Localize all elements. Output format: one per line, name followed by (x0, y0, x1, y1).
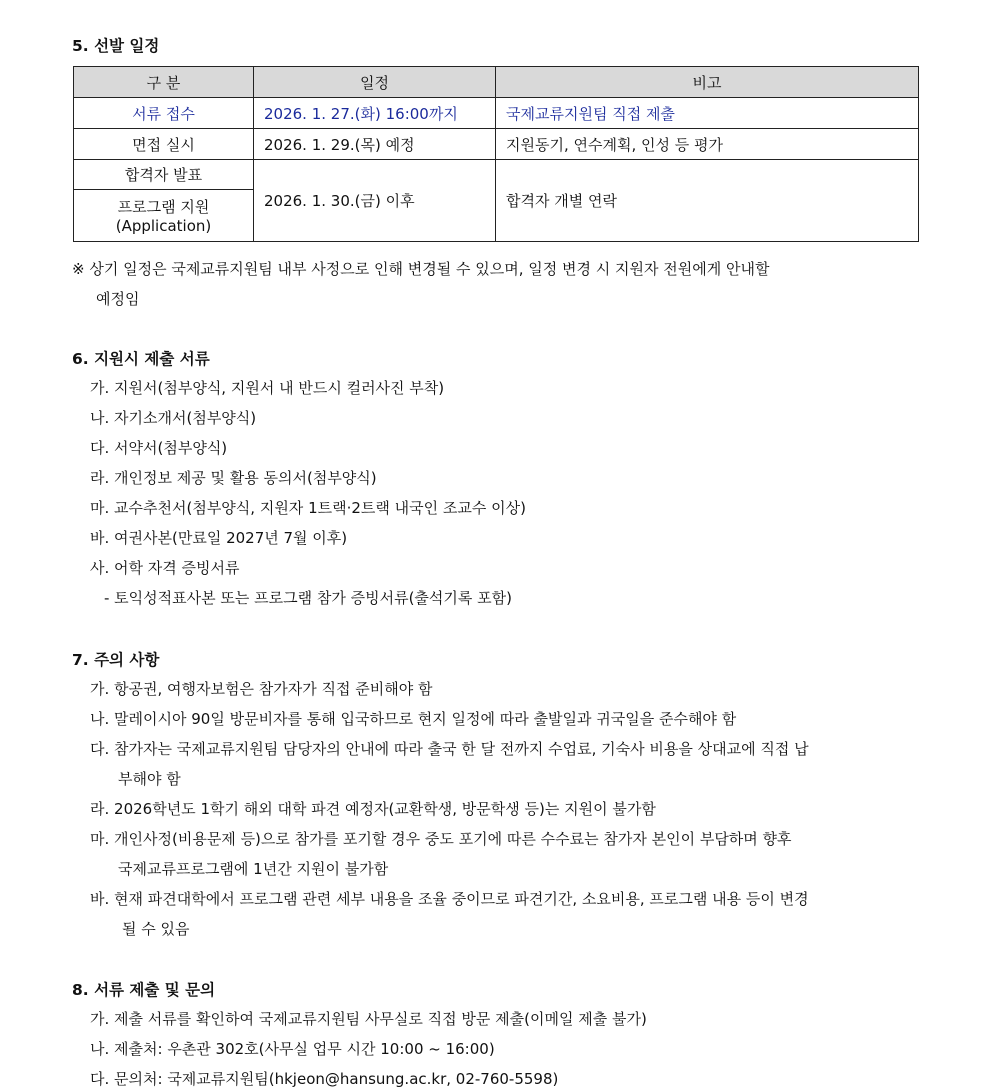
list-item: 마. 개인사정(비용문제 등)으로 참가를 포기할 경우 중도 포기에 따른 수수료는 참가자 본인이 부담하며 향후 (90, 830, 792, 848)
list-item: 다. 참가자는 국제교류지원팀 담당자의 안내에 따라 출국 한 달 전까지 수업료, 기숙사 비용을 상대교에 직접 납 (90, 740, 809, 758)
list-item: 나. 자기소개서(첨부양식) (90, 409, 257, 427)
section-6-title: 6. 지원시 제출 서류 (72, 350, 210, 368)
list-item-cont: 부해야 함 (118, 770, 181, 788)
list-item: 바. 현재 파견대학에서 프로그램 관련 세부 내용을 조율 중이므로 파견기간, 소요비용, 프로그램 내용 등이 변경 (90, 890, 809, 908)
category-line: (Application) (115, 217, 212, 235)
category-line: 프로그램 지원 (117, 198, 210, 216)
row-date: 2026. 1. 29.(목) 예정 (254, 129, 496, 160)
table-header-row (74, 67, 919, 98)
row-date: 2026. 1. 27.(화) 16:00까지 (254, 98, 496, 129)
row-category: 면접 실시 (74, 129, 254, 160)
list-item: 라. 개인정보 제공 및 활용 동의서(첨부양식) (90, 469, 377, 487)
list-item: 가. 지원서(첨부양식, 지원서 내 반드시 컬러사진 부착) (90, 379, 445, 397)
merged-note: 합격자 개별 연락 (496, 160, 919, 242)
list-item: 가. 항공권, 여행자보험은 참가자가 직접 준비해야 함 (90, 680, 433, 698)
list-item: 나. 제출처: 우촌관 302호(사무실 업무 시간 10:00 ~ 16:00) (90, 1040, 495, 1058)
list-item-cont: 국제교류프로그램에 1년간 지원이 불가함 (118, 860, 389, 878)
table-row (74, 129, 919, 160)
section-5-title: 5. 선발 일정 (72, 37, 160, 55)
row-note: 국제교류지원팀 직접 제출 (496, 98, 919, 129)
schedule-note: ※ 상기 일정은 국제교류지원팀 내부 사정으로 인해 변경될 수 있으며, 일정 변경 시 지원자 전원에게 안내할 (72, 260, 770, 278)
section-7-title: 7. 주의 사항 (72, 651, 160, 669)
list-item: 바. 여권사본(만료일 2027년 7월 이후) (90, 529, 348, 547)
header-category: 구 분 (74, 67, 254, 98)
list-item: 사. 어학 자격 증빙서류 (90, 559, 240, 577)
header-note: 비고 (496, 67, 919, 98)
merged-date: 2026. 1. 30.(금) 이후 (254, 160, 496, 242)
table-row (74, 160, 919, 190)
row-category: 서류 접수 (74, 98, 254, 129)
list-item: 다. 문의처: 국제교류지원팀(hkjeon@hansung.ac.kr, 02-760-5598) (90, 1070, 559, 1088)
schedule-table (73, 66, 919, 242)
header-date: 일정 (254, 67, 496, 98)
row-note: 지원동기, 연수계획, 인성 등 평가 (496, 129, 919, 160)
list-item-cont: 될 수 있음 (122, 920, 190, 938)
row-category (74, 190, 254, 242)
list-item: 라. 2026학년도 1학기 해외 대학 파견 예정자(교환학생, 방문학생 등)는 지원이 불가함 (90, 800, 656, 818)
list-item: 가. 제출 서류를 확인하여 국제교류지원팀 사무실로 직접 방문 제출(이메일 제출 불가) (90, 1010, 647, 1028)
table-row (74, 98, 919, 129)
list-item: 마. 교수추천서(첨부양식, 지원자 1트랙·2트랙 내국인 조교수 이상) (90, 499, 526, 517)
list-item: 다. 서약서(첨부양식) (90, 439, 228, 457)
schedule-note-cont: 예정임 (96, 290, 140, 308)
section-8-title: 8. 서류 제출 및 문의 (72, 981, 216, 999)
list-subitem: - 토익성적표사본 또는 프로그램 참가 증빙서류(출석기록 포함) (104, 589, 512, 607)
list-item: 나. 말레이시아 90일 방문비자를 통해 입국하므로 현지 일정에 따라 출발일과 귀국일을 준수해야 함 (90, 710, 737, 728)
row-category: 합격자 발표 (74, 160, 254, 190)
